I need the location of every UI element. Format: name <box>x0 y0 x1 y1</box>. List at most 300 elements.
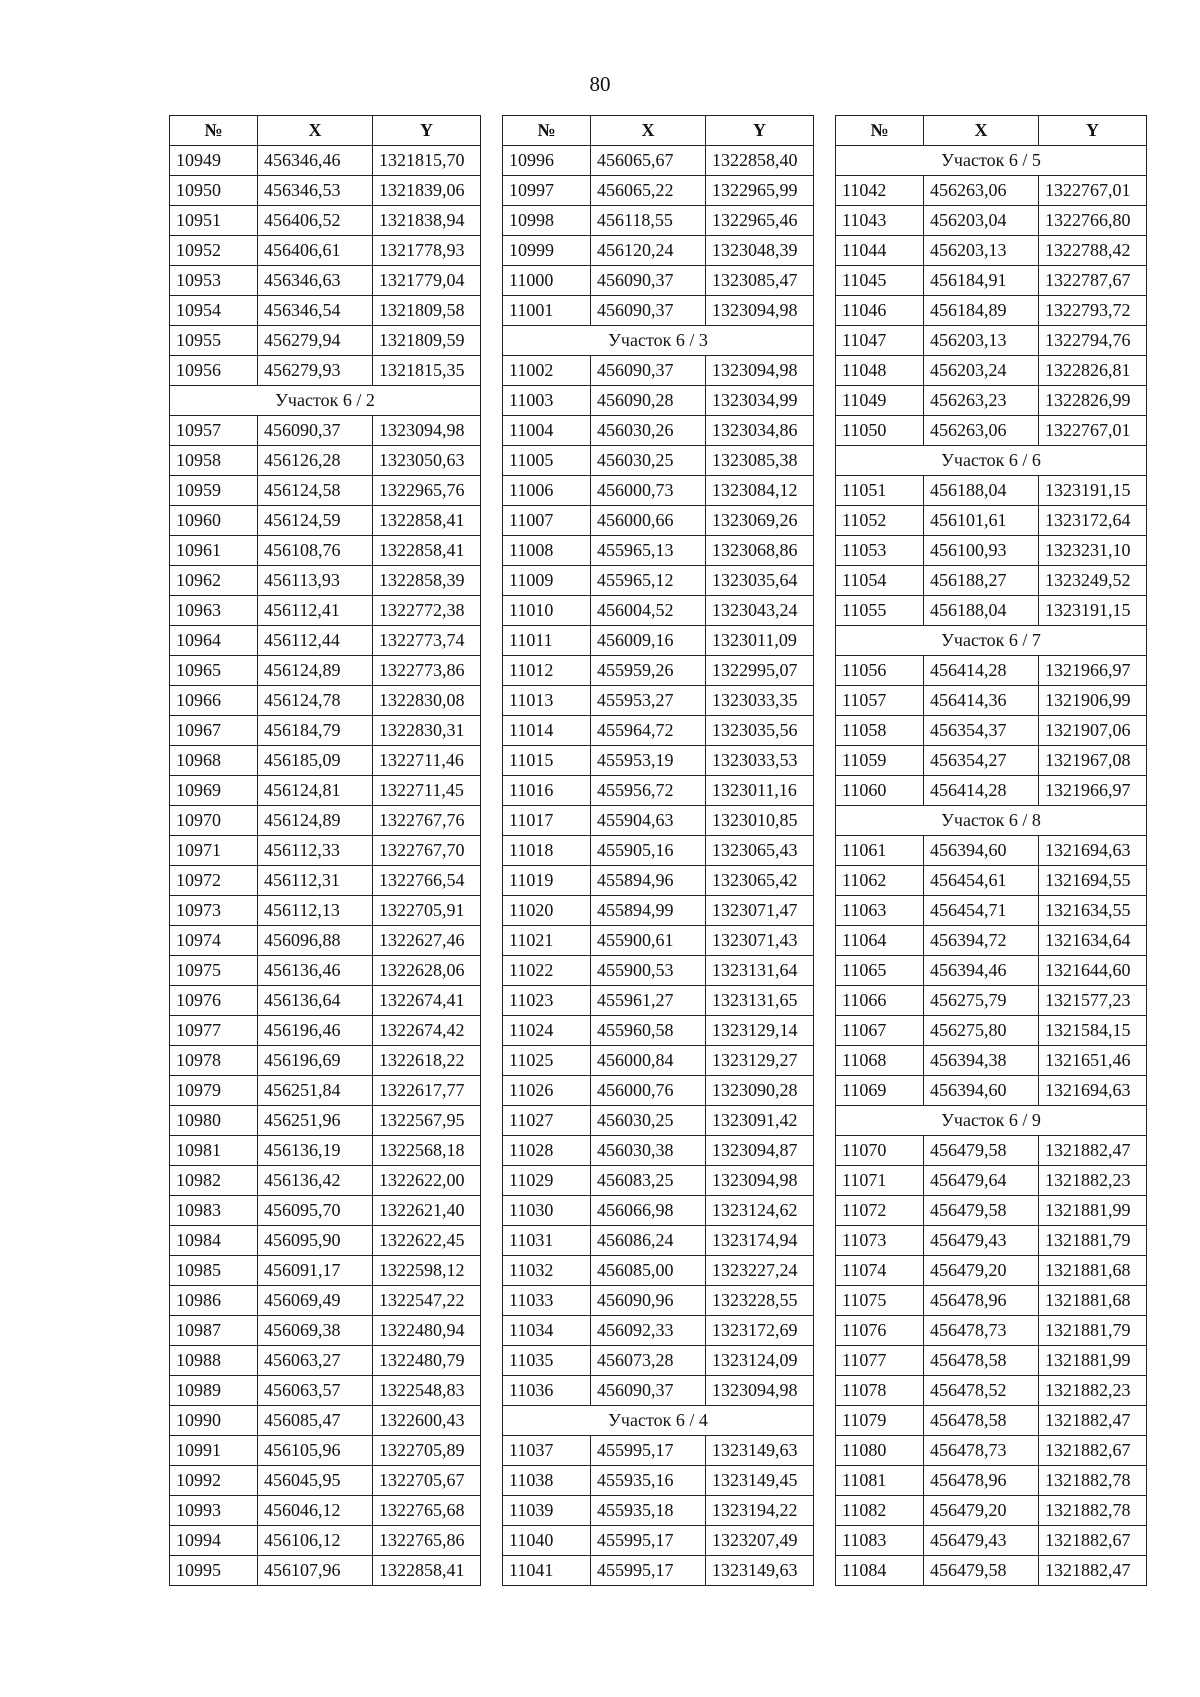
table-row <box>836 746 1147 776</box>
point-number: 11069 <box>836 1076 924 1106</box>
y-coordinate: 1322788,42 <box>1039 236 1147 266</box>
point-number: 11028 <box>503 1136 591 1166</box>
point-number: 11084 <box>836 1556 924 1586</box>
y-coordinate: 1323249,52 <box>1039 566 1147 596</box>
point-number: 11001 <box>503 296 591 326</box>
table-row <box>170 686 481 716</box>
y-coordinate: 1323034,86 <box>706 416 814 446</box>
x-coordinate: 456118,55 <box>591 206 706 236</box>
table-row <box>836 1436 1147 1466</box>
x-coordinate: 456085,00 <box>591 1256 706 1286</box>
y-coordinate: 1322858,40 <box>706 146 814 176</box>
y-coordinate: 1322767,01 <box>1039 176 1147 206</box>
x-coordinate: 456063,57 <box>258 1376 373 1406</box>
x-coordinate: 456136,64 <box>258 986 373 1016</box>
table-row <box>503 506 814 536</box>
x-coordinate: 456479,43 <box>924 1226 1039 1256</box>
x-coordinate: 456090,28 <box>591 386 706 416</box>
y-coordinate: 1322766,54 <box>373 866 481 896</box>
point-number: 11061 <box>836 836 924 866</box>
table-row <box>836 686 1147 716</box>
point-number: 10998 <box>503 206 591 236</box>
x-coordinate: 456124,59 <box>258 506 373 536</box>
x-coordinate: 456136,46 <box>258 956 373 986</box>
table-row <box>170 266 481 296</box>
table-row <box>170 1556 481 1586</box>
table-row <box>170 926 481 956</box>
y-coordinate: 1323011,16 <box>706 776 814 806</box>
table-row <box>170 1136 481 1166</box>
table-row <box>170 866 481 896</box>
y-coordinate: 1322767,01 <box>1039 416 1147 446</box>
y-coordinate: 1321694,63 <box>1039 1076 1147 1106</box>
x-coordinate: 456069,38 <box>258 1316 373 1346</box>
header-number: № <box>503 116 591 146</box>
y-coordinate: 1322858,41 <box>373 1556 481 1586</box>
table-row <box>836 1466 1147 1496</box>
x-coordinate: 456045,95 <box>258 1466 373 1496</box>
x-coordinate: 456394,60 <box>924 1076 1039 1106</box>
point-number: 11070 <box>836 1136 924 1166</box>
point-number: 10951 <box>170 206 258 236</box>
table-row <box>836 206 1147 236</box>
x-coordinate: 456479,58 <box>924 1556 1039 1586</box>
table-row <box>170 1316 481 1346</box>
table-row <box>170 326 481 356</box>
y-coordinate: 1321584,15 <box>1039 1016 1147 1046</box>
point-number: 10952 <box>170 236 258 266</box>
y-coordinate: 1322995,07 <box>706 656 814 686</box>
table-row <box>170 596 481 626</box>
point-number: 11025 <box>503 1046 591 1076</box>
y-coordinate: 1321882,67 <box>1039 1526 1147 1556</box>
y-coordinate: 1322830,31 <box>373 716 481 746</box>
table-row <box>503 386 814 416</box>
table-row <box>503 1166 814 1196</box>
point-number: 10956 <box>170 356 258 386</box>
y-coordinate: 1321881,99 <box>1039 1346 1147 1376</box>
point-number: 11068 <box>836 1046 924 1076</box>
header-y: Y <box>1039 116 1147 146</box>
table-row <box>170 1376 481 1406</box>
table-row <box>503 1346 814 1376</box>
point-number: 11042 <box>836 176 924 206</box>
x-coordinate: 456479,43 <box>924 1526 1039 1556</box>
point-number: 10961 <box>170 536 258 566</box>
y-coordinate: 1321809,59 <box>373 326 481 356</box>
x-coordinate: 455959,26 <box>591 656 706 686</box>
section-title: Участок 6 / 6 <box>836 446 1147 476</box>
point-number: 10950 <box>170 176 258 206</box>
y-coordinate: 1323035,64 <box>706 566 814 596</box>
x-coordinate: 456279,93 <box>258 356 373 386</box>
section-title: Участок 6 / 7 <box>836 626 1147 656</box>
point-number: 11083 <box>836 1526 924 1556</box>
y-coordinate: 1322767,70 <box>373 836 481 866</box>
table-row <box>170 986 481 1016</box>
table-row <box>503 206 814 236</box>
point-number: 11039 <box>503 1496 591 1526</box>
x-coordinate: 456203,24 <box>924 356 1039 386</box>
x-coordinate: 456136,19 <box>258 1136 373 1166</box>
x-coordinate: 456073,28 <box>591 1346 706 1376</box>
x-coordinate: 456090,37 <box>591 1376 706 1406</box>
table-row <box>170 566 481 596</box>
y-coordinate: 1323071,43 <box>706 926 814 956</box>
y-coordinate: 1323227,24 <box>706 1256 814 1286</box>
point-number: 11012 <box>503 656 591 686</box>
table-row <box>836 1526 1147 1556</box>
point-number: 10993 <box>170 1496 258 1526</box>
x-coordinate: 456479,20 <box>924 1256 1039 1286</box>
y-coordinate: 1321644,60 <box>1039 956 1147 986</box>
table-row <box>170 416 481 446</box>
point-number: 10997 <box>503 176 591 206</box>
table-row <box>836 1196 1147 1226</box>
point-number: 10966 <box>170 686 258 716</box>
table-row <box>170 1346 481 1376</box>
point-number: 10957 <box>170 416 258 446</box>
table-row <box>836 1136 1147 1166</box>
point-number: 11080 <box>836 1436 924 1466</box>
point-number: 11048 <box>836 356 924 386</box>
x-coordinate: 456478,73 <box>924 1316 1039 1346</box>
y-coordinate: 1322705,67 <box>373 1466 481 1496</box>
x-coordinate: 456120,24 <box>591 236 706 266</box>
x-coordinate: 455995,17 <box>591 1556 706 1586</box>
point-number: 10992 <box>170 1466 258 1496</box>
point-number: 11019 <box>503 866 591 896</box>
point-number: 10969 <box>170 776 258 806</box>
point-number: 11056 <box>836 656 924 686</box>
y-coordinate: 1322705,91 <box>373 896 481 926</box>
y-coordinate: 1322826,81 <box>1039 356 1147 386</box>
table-row <box>503 1226 814 1256</box>
x-coordinate: 456004,52 <box>591 596 706 626</box>
table-row <box>503 1466 814 1496</box>
table-header-row <box>836 116 1147 146</box>
point-number: 11062 <box>836 866 924 896</box>
y-coordinate: 1323050,63 <box>373 446 481 476</box>
point-number: 11052 <box>836 506 924 536</box>
y-coordinate: 1321882,23 <box>1039 1166 1147 1196</box>
x-coordinate: 456091,17 <box>258 1256 373 1286</box>
point-number: 11054 <box>836 566 924 596</box>
table-row <box>170 956 481 986</box>
x-coordinate: 455905,16 <box>591 836 706 866</box>
section-title: Участок 6 / 8 <box>836 806 1147 836</box>
point-number: 11006 <box>503 476 591 506</box>
table-row <box>503 656 814 686</box>
x-coordinate: 456479,58 <box>924 1196 1039 1226</box>
y-coordinate: 1323094,98 <box>706 1376 814 1406</box>
y-coordinate: 1323124,62 <box>706 1196 814 1226</box>
y-coordinate: 1321577,23 <box>1039 986 1147 1016</box>
x-coordinate: 456090,37 <box>258 416 373 446</box>
x-coordinate: 456095,90 <box>258 1226 373 1256</box>
section-row <box>170 386 481 416</box>
y-coordinate: 1321838,94 <box>373 206 481 236</box>
coordinate-table-3 <box>835 115 1147 1586</box>
point-number: 11016 <box>503 776 591 806</box>
x-coordinate: 456203,13 <box>924 236 1039 266</box>
table-row <box>836 296 1147 326</box>
point-number: 10989 <box>170 1376 258 1406</box>
x-coordinate: 456346,54 <box>258 296 373 326</box>
point-number: 11007 <box>503 506 591 536</box>
point-number: 10988 <box>170 1346 258 1376</box>
x-coordinate: 455953,19 <box>591 746 706 776</box>
x-coordinate: 456009,16 <box>591 626 706 656</box>
point-number: 11003 <box>503 386 591 416</box>
x-coordinate: 455900,61 <box>591 926 706 956</box>
point-number: 10976 <box>170 986 258 1016</box>
y-coordinate: 1323043,24 <box>706 596 814 626</box>
table-header-row <box>170 116 481 146</box>
x-coordinate: 456454,71 <box>924 896 1039 926</box>
y-coordinate: 1322480,94 <box>373 1316 481 1346</box>
table-row <box>836 326 1147 356</box>
y-coordinate: 1323094,98 <box>373 416 481 446</box>
y-coordinate: 1321907,06 <box>1039 716 1147 746</box>
point-number: 10982 <box>170 1166 258 1196</box>
y-coordinate: 1321839,06 <box>373 176 481 206</box>
point-number: 10960 <box>170 506 258 536</box>
x-coordinate: 456000,66 <box>591 506 706 536</box>
y-coordinate: 1323094,98 <box>706 356 814 386</box>
point-number: 10979 <box>170 1076 258 1106</box>
x-coordinate: 456394,46 <box>924 956 1039 986</box>
x-coordinate: 456105,96 <box>258 1436 373 1466</box>
x-coordinate: 456046,12 <box>258 1496 373 1526</box>
y-coordinate: 1323091,42 <box>706 1106 814 1136</box>
point-number: 11031 <box>503 1226 591 1256</box>
x-coordinate: 456478,73 <box>924 1436 1039 1466</box>
point-number: 11038 <box>503 1466 591 1496</box>
x-coordinate: 456106,12 <box>258 1526 373 1556</box>
y-coordinate: 1322772,38 <box>373 596 481 626</box>
table-row <box>170 716 481 746</box>
table-row <box>170 1076 481 1106</box>
table-row <box>170 476 481 506</box>
x-coordinate: 456354,37 <box>924 716 1039 746</box>
table-row <box>503 1376 814 1406</box>
table-row <box>503 746 814 776</box>
y-coordinate: 1323191,15 <box>1039 596 1147 626</box>
table-row <box>170 746 481 776</box>
point-number: 11030 <box>503 1196 591 1226</box>
y-coordinate: 1321881,79 <box>1039 1226 1147 1256</box>
x-coordinate: 456095,70 <box>258 1196 373 1226</box>
y-coordinate: 1323228,55 <box>706 1286 814 1316</box>
table-row <box>170 176 481 206</box>
point-number: 11020 <box>503 896 591 926</box>
point-number: 10987 <box>170 1316 258 1346</box>
point-number: 11065 <box>836 956 924 986</box>
y-coordinate: 1323071,47 <box>706 896 814 926</box>
table-row <box>170 1436 481 1466</box>
table-row <box>503 836 814 866</box>
header-x: X <box>924 116 1039 146</box>
x-coordinate: 456066,98 <box>591 1196 706 1226</box>
x-coordinate: 456085,47 <box>258 1406 373 1436</box>
table-row <box>503 356 814 386</box>
x-coordinate: 456263,06 <box>924 416 1039 446</box>
table-row <box>170 356 481 386</box>
y-coordinate: 1322618,22 <box>373 1046 481 1076</box>
point-number: 11008 <box>503 536 591 566</box>
x-coordinate: 456184,91 <box>924 266 1039 296</box>
point-number: 10980 <box>170 1106 258 1136</box>
table-row <box>170 836 481 866</box>
table-row <box>836 1226 1147 1256</box>
x-coordinate: 456479,64 <box>924 1166 1039 1196</box>
point-number: 11053 <box>836 536 924 566</box>
point-number: 11073 <box>836 1226 924 1256</box>
y-coordinate: 1322628,06 <box>373 956 481 986</box>
x-coordinate: 456478,96 <box>924 1466 1039 1496</box>
point-number: 11060 <box>836 776 924 806</box>
y-coordinate: 1321881,79 <box>1039 1316 1147 1346</box>
y-coordinate: 1323094,87 <box>706 1136 814 1166</box>
table-row <box>170 1526 481 1556</box>
y-coordinate: 1321881,68 <box>1039 1256 1147 1286</box>
point-number: 10972 <box>170 866 258 896</box>
table-row <box>170 146 481 176</box>
y-coordinate: 1322765,68 <box>373 1496 481 1526</box>
point-number: 11010 <box>503 596 591 626</box>
x-coordinate: 456030,26 <box>591 416 706 446</box>
table-row <box>503 1526 814 1556</box>
x-coordinate: 456414,28 <box>924 776 1039 806</box>
table-row <box>503 1046 814 1076</box>
x-coordinate: 456406,61 <box>258 236 373 266</box>
table-row <box>836 896 1147 926</box>
y-coordinate: 1323194,22 <box>706 1496 814 1526</box>
point-number: 11045 <box>836 266 924 296</box>
table-header-row <box>503 116 814 146</box>
y-coordinate: 1321882,47 <box>1039 1406 1147 1436</box>
table-row <box>503 1436 814 1466</box>
point-number: 11074 <box>836 1256 924 1286</box>
x-coordinate: 455953,27 <box>591 686 706 716</box>
header-number: № <box>170 116 258 146</box>
point-number: 11034 <box>503 1316 591 1346</box>
table-row <box>503 1196 814 1226</box>
header-y: Y <box>373 116 481 146</box>
table-row <box>836 386 1147 416</box>
y-coordinate: 1323149,63 <box>706 1556 814 1586</box>
y-coordinate: 1322787,67 <box>1039 266 1147 296</box>
table-row <box>836 266 1147 296</box>
point-number: 11018 <box>503 836 591 866</box>
table-row <box>503 1016 814 1046</box>
table-row <box>836 986 1147 1016</box>
table-row <box>503 806 814 836</box>
x-coordinate: 456263,06 <box>924 176 1039 206</box>
point-number: 10974 <box>170 926 258 956</box>
x-coordinate: 456090,37 <box>591 296 706 326</box>
point-number: 11021 <box>503 926 591 956</box>
y-coordinate: 1322711,45 <box>373 776 481 806</box>
x-coordinate: 456406,52 <box>258 206 373 236</box>
point-number: 11036 <box>503 1376 591 1406</box>
x-coordinate: 456251,84 <box>258 1076 373 1106</box>
section-row <box>503 326 814 356</box>
table-row <box>836 1406 1147 1436</box>
y-coordinate: 1322858,39 <box>373 566 481 596</box>
x-coordinate: 456263,23 <box>924 386 1039 416</box>
y-coordinate: 1321882,47 <box>1039 1556 1147 1586</box>
table-row <box>836 236 1147 266</box>
x-coordinate: 456000,73 <box>591 476 706 506</box>
table-row <box>170 536 481 566</box>
section-title: Участок 6 / 9 <box>836 1106 1147 1136</box>
x-coordinate: 456479,58 <box>924 1136 1039 1166</box>
table-row <box>503 926 814 956</box>
table-row <box>503 536 814 566</box>
y-coordinate: 1323090,28 <box>706 1076 814 1106</box>
point-number: 10983 <box>170 1196 258 1226</box>
y-coordinate: 1323124,09 <box>706 1346 814 1376</box>
point-number: 10975 <box>170 956 258 986</box>
point-number: 10958 <box>170 446 258 476</box>
y-coordinate: 1322674,42 <box>373 1016 481 1046</box>
y-coordinate: 1321882,78 <box>1039 1466 1147 1496</box>
section-row <box>836 1106 1147 1136</box>
point-number: 10954 <box>170 296 258 326</box>
y-coordinate: 1323191,15 <box>1039 476 1147 506</box>
x-coordinate: 456063,27 <box>258 1346 373 1376</box>
table-row <box>170 1016 481 1046</box>
section-title: Участок 6 / 2 <box>170 386 481 416</box>
y-coordinate: 1322965,46 <box>706 206 814 236</box>
x-coordinate: 456196,46 <box>258 1016 373 1046</box>
y-coordinate: 1321882,23 <box>1039 1376 1147 1406</box>
y-coordinate: 1322567,95 <box>373 1106 481 1136</box>
table-row <box>170 896 481 926</box>
y-coordinate: 1321694,55 <box>1039 866 1147 896</box>
table-row <box>503 896 814 926</box>
table-row <box>503 1106 814 1136</box>
point-number: 11035 <box>503 1346 591 1376</box>
y-coordinate: 1323131,64 <box>706 956 814 986</box>
y-coordinate: 1322773,86 <box>373 656 481 686</box>
y-coordinate: 1321634,64 <box>1039 926 1147 956</box>
x-coordinate: 455956,72 <box>591 776 706 806</box>
x-coordinate: 456113,93 <box>258 566 373 596</box>
table-row <box>170 1196 481 1226</box>
y-coordinate: 1323034,99 <box>706 386 814 416</box>
table-row <box>503 866 814 896</box>
point-number: 11079 <box>836 1406 924 1436</box>
point-number: 11002 <box>503 356 591 386</box>
coordinate-table-1 <box>169 115 481 1586</box>
x-coordinate: 456000,76 <box>591 1076 706 1106</box>
x-coordinate: 456185,09 <box>258 746 373 776</box>
x-coordinate: 456124,81 <box>258 776 373 806</box>
x-coordinate: 456346,63 <box>258 266 373 296</box>
x-coordinate: 456275,79 <box>924 986 1039 1016</box>
y-coordinate: 1321815,35 <box>373 356 481 386</box>
point-number: 10965 <box>170 656 258 686</box>
point-number: 10959 <box>170 476 258 506</box>
table-row <box>836 926 1147 956</box>
y-coordinate: 1321694,63 <box>1039 836 1147 866</box>
point-number: 11023 <box>503 986 591 1016</box>
point-number: 10990 <box>170 1406 258 1436</box>
x-coordinate: 456065,67 <box>591 146 706 176</box>
